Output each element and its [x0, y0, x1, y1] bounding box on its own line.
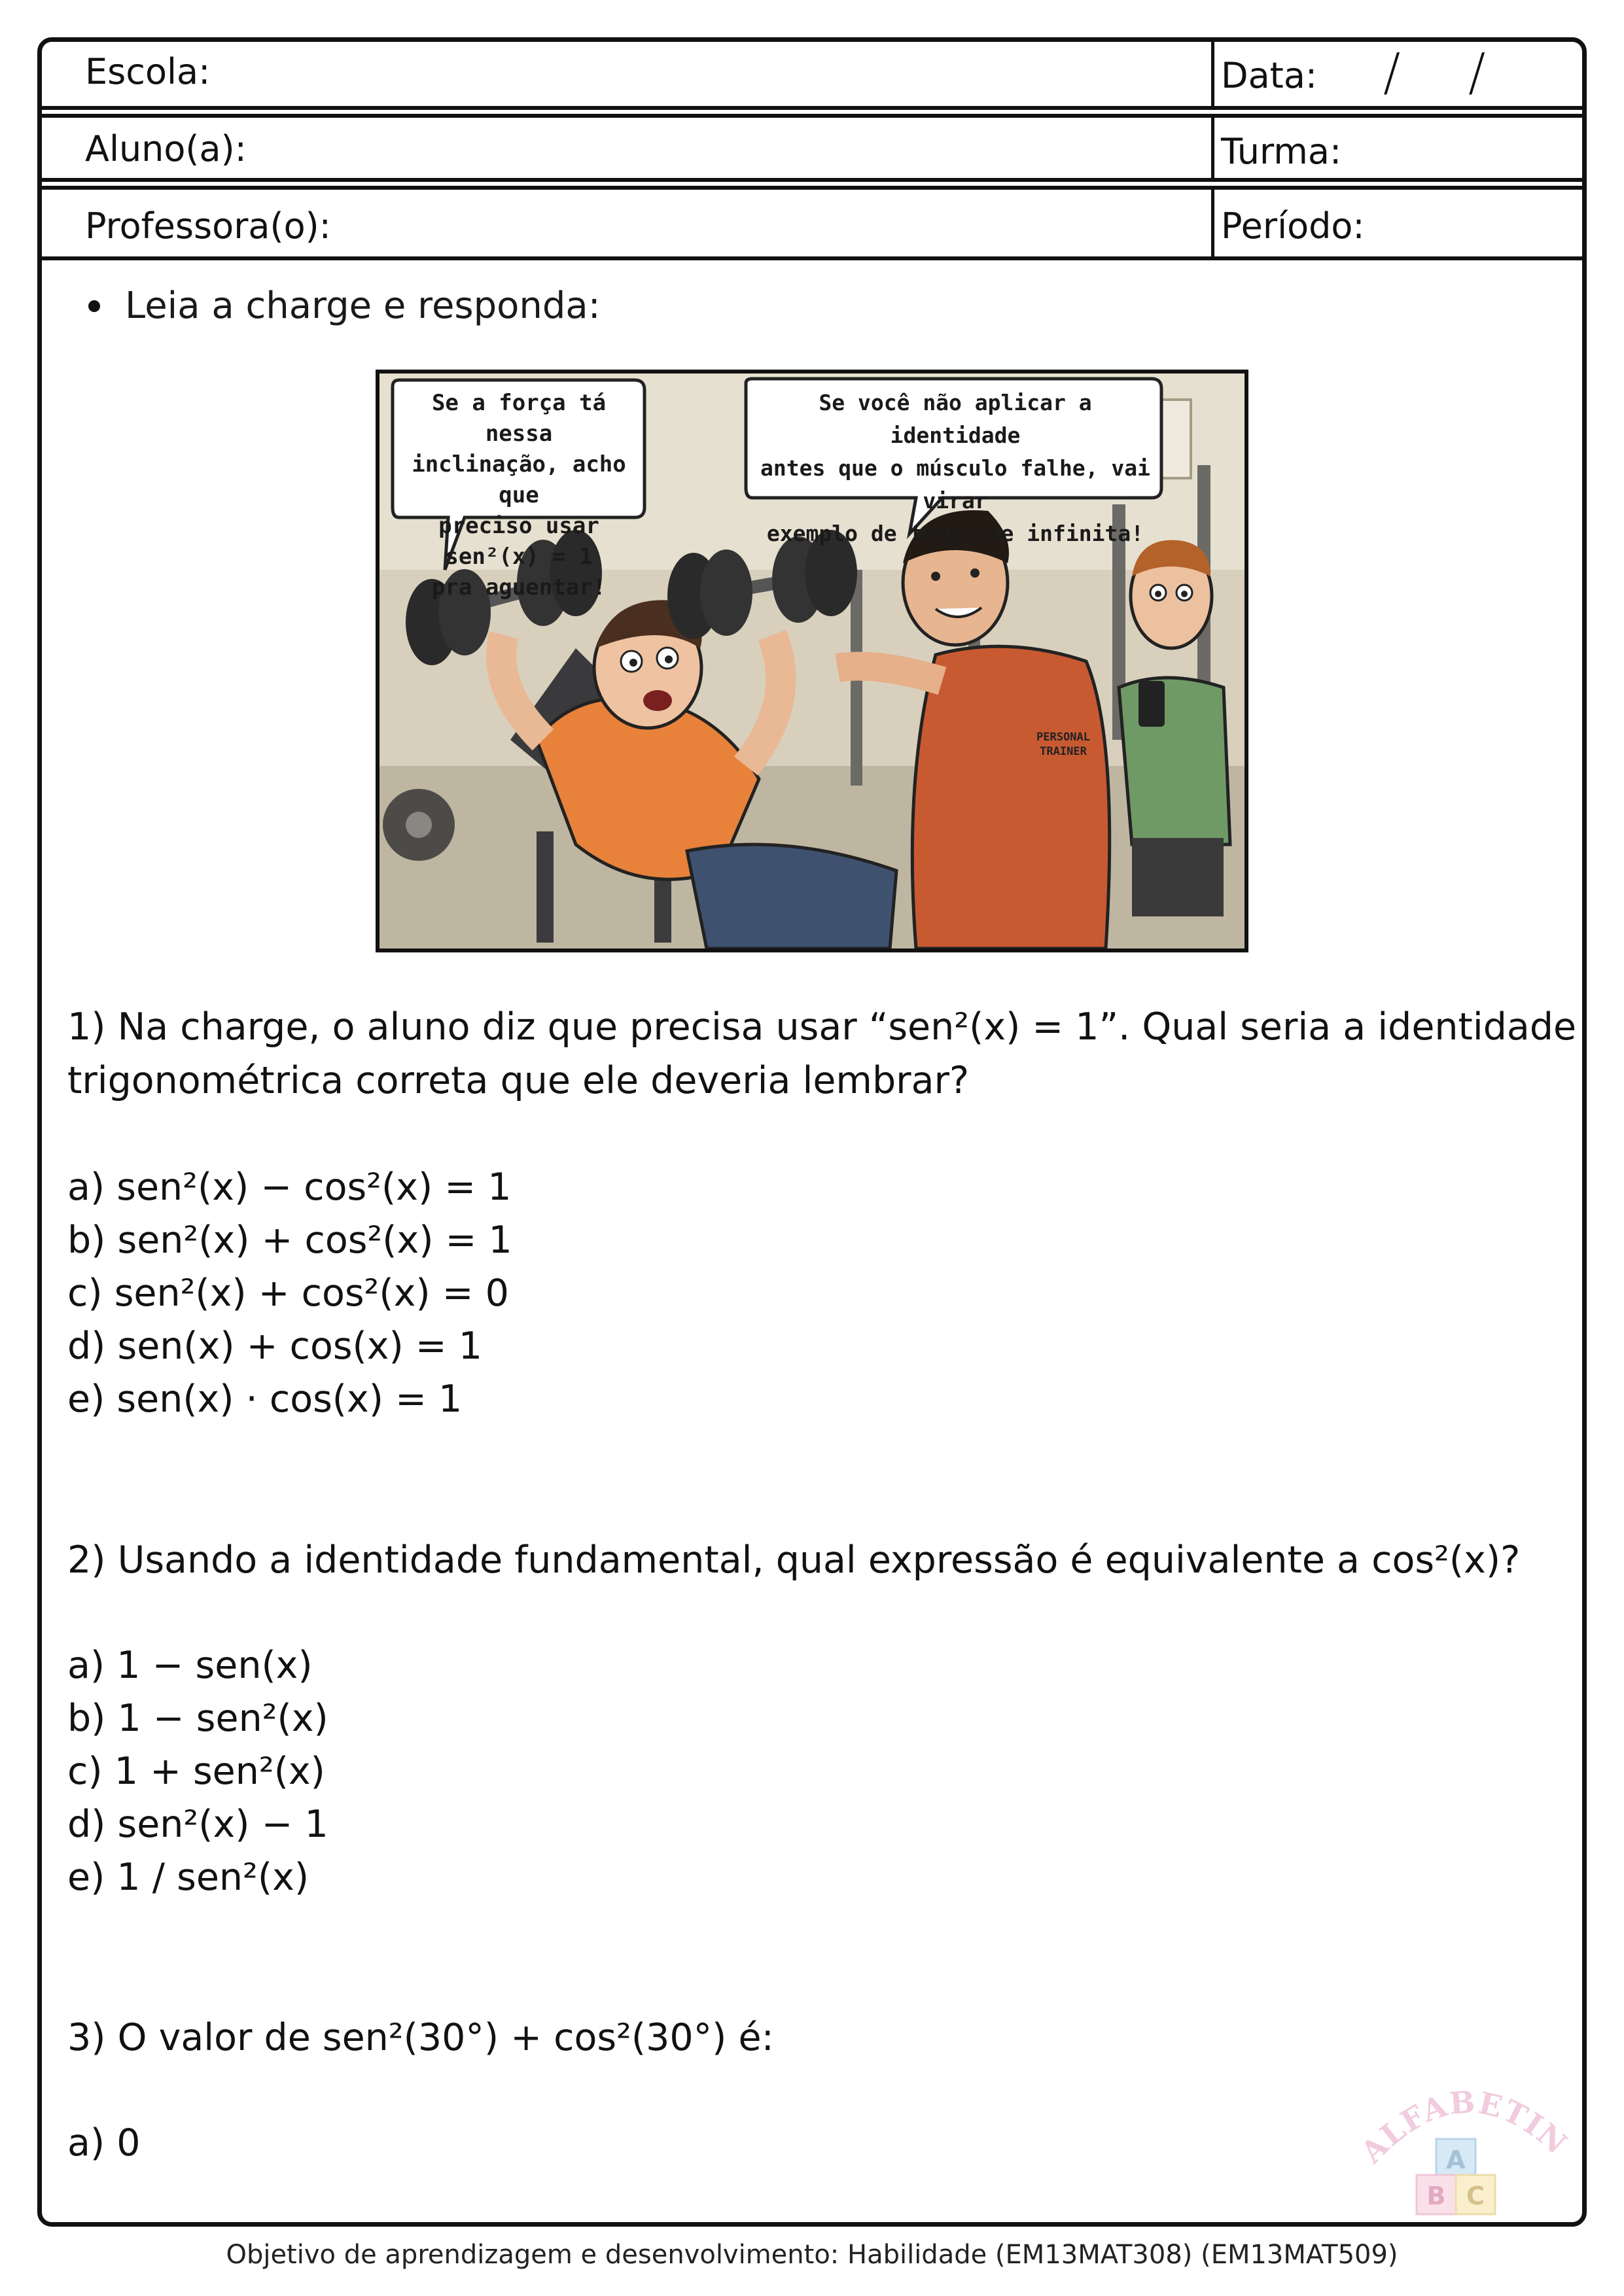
left-balloon-text [398, 388, 640, 603]
q1-option-d: d) sen(x) + cos(x) = 1 [67, 1325, 483, 1368]
instruction-text: Leia a charge e responda: [125, 285, 601, 327]
shirt-line: TRAINER [1040, 745, 1087, 758]
header-divider [1211, 190, 1214, 256]
q2-option-c: c) 1 + sen²(x) [67, 1750, 325, 1793]
q1-option-c: c) sen²(x) + cos²(x) = 0 [67, 1272, 509, 1315]
q3-option-a: a) 0 [67, 2121, 141, 2165]
header-row-aluno [42, 114, 1582, 182]
q1-option-b: b) sen²(x) + cos²(x) = 1 [67, 1219, 512, 1262]
q2-option-b: b) 1 − sen²(x) [67, 1697, 328, 1740]
q2-option-a: a) 1 − sen(x) [67, 1644, 313, 1687]
alfabetinho-logo [1361, 2067, 1577, 2224]
date-slash: / [1383, 43, 1401, 102]
header-divider [1211, 42, 1214, 106]
balloon-line: exemplo de tangente infinita! [766, 521, 1144, 546]
q2-text: 2) Usando a identidade fundamental, qual expressão é equivalente a cos²(x)? [67, 1539, 1521, 1582]
instruction [88, 285, 601, 327]
logo-block-c: C [1466, 2182, 1485, 2210]
q2-option-d: d) sen²(x) − 1 [67, 1803, 328, 1846]
turma-label: Turma: [1221, 131, 1342, 172]
bullet-icon [88, 300, 100, 312]
q1-option-e: e) sen(x) · cos(x) = 1 [67, 1378, 463, 1421]
escola-label: Escola: [85, 51, 211, 92]
footer-objective: Objetivo de aprendizagem e desenvolvimento: Habilidade (EM13MAT308) (EM13MAT509) [226, 2240, 1398, 2270]
balloon-line: pra aguentar! [431, 574, 607, 600]
q1-text-line1: 1) Na charge, o aluno diz que precisa usar “sen²(x) = 1”. Qual seria a identidade [67, 1005, 1577, 1049]
balloon-line: preciso usar sen²(x) = 1 [438, 513, 599, 570]
q2-option-e: e) 1 / sen²(x) [67, 1856, 309, 1899]
shirt-text [1024, 730, 1103, 759]
comic-illustration [376, 370, 1248, 952]
logo-block-b: B [1426, 2182, 1446, 2210]
shirt-line: PERSONAL [1036, 731, 1090, 744]
logo-text: LFABETIN [1373, 2084, 1575, 2162]
header-divider [1211, 118, 1214, 178]
header-row-escola [42, 42, 1582, 110]
aluno-label: Aluno(a): [85, 128, 247, 169]
q1-option-a: a) sen²(x) − cos²(x) = 1 [67, 1166, 512, 1209]
q1-text-line2: trigonométrica correta que ele deveria lembrar? [67, 1059, 970, 1102]
periodo-label: Período: [1221, 205, 1365, 247]
balloon-line: Se você não aplicar a identidade [819, 390, 1092, 448]
professor-label: Professora(o): [85, 205, 331, 247]
balloon-line: antes que o músculo falhe, vai virar [760, 455, 1151, 513]
q3-text: 3) O valor de sen²(30°) + cos²(30°) é: [67, 2016, 774, 2059]
data-label: Data: [1221, 55, 1318, 96]
balloon-line: inclinação, acho que [412, 451, 626, 508]
date-slash: / [1468, 43, 1486, 102]
logo-block-a: A [1446, 2146, 1466, 2174]
balloon-line: Se a força tá nessa [431, 390, 607, 447]
right-balloon-text [752, 387, 1158, 550]
